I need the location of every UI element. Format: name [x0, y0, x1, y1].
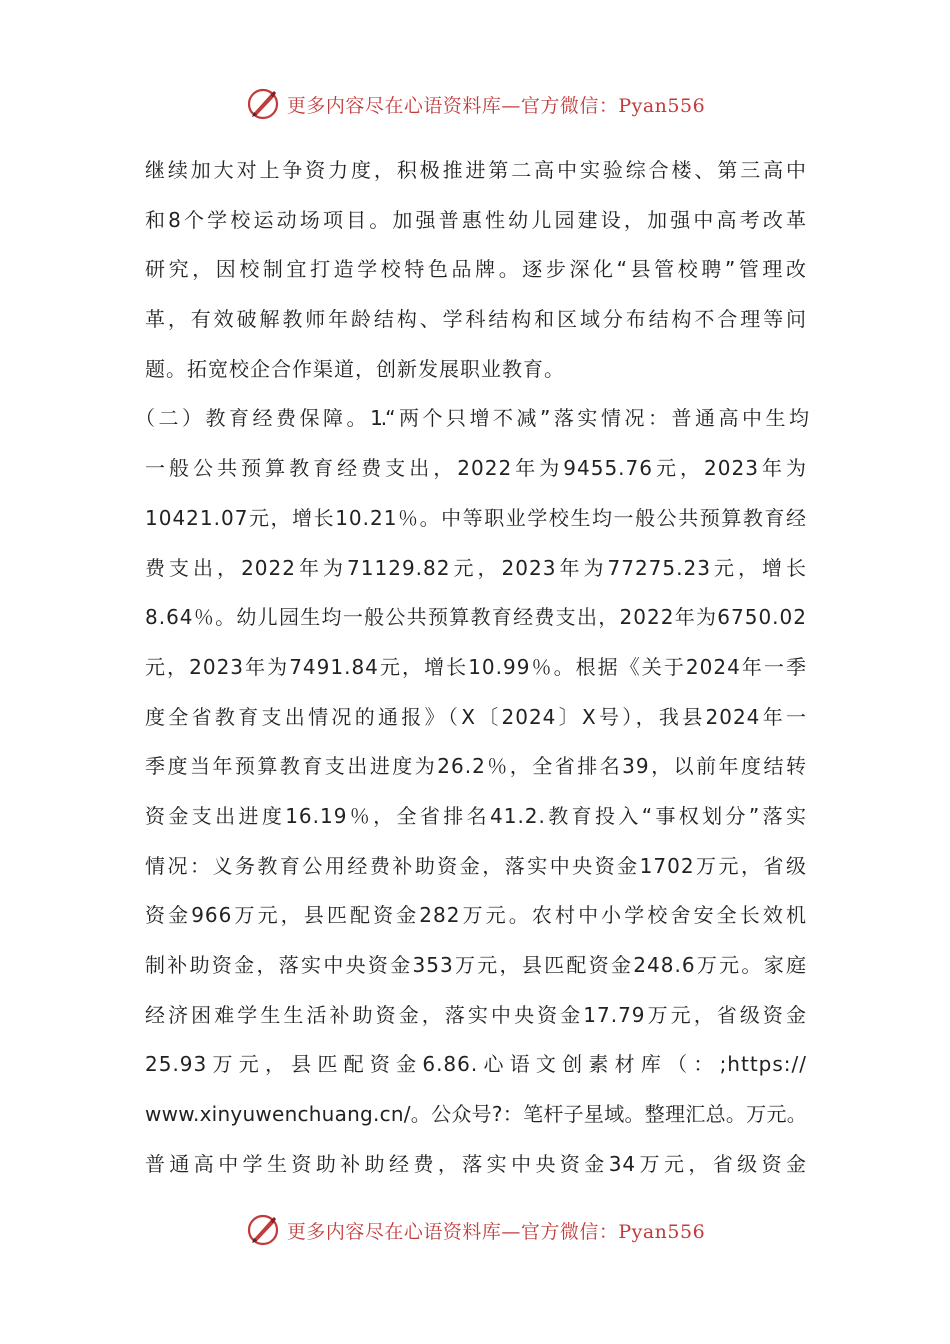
pen-logo-icon	[245, 1212, 281, 1248]
text-line: 费支出，2022年为71129.82元，2023年为77275.23元，增长	[145, 555, 807, 580]
text-line: 普通高中学生资助补助经费，落实中央资金34万元，省级资金	[145, 1151, 807, 1176]
text-line: 经济困难学生生活补助资金，落实中央资金17.79万元，省级资金	[145, 1002, 807, 1027]
text-line: 革，有效破解教师年龄结构、学科结构和区域分布结构不合理等问	[145, 307, 807, 332]
text-line: 资金966万元，县匹配资金282万元。农村中小学校舍安全长效机	[145, 903, 807, 928]
document-body	[135, 146, 807, 1189]
text-line: 度全省教育支出情况的通报》（X〔2024〕X号），我县2024年一	[145, 704, 807, 729]
header-banner-text: 更多内容尽在心语资料库—官方微信：Pyan556	[286, 94, 706, 117]
text-line: 研究，因校制宜打造学校特色品牌。逐步深化“县管校聘”管理改	[145, 257, 807, 282]
text-line: 一般公共预算教育经费支出，2022年为9455.76元，2023年为	[145, 456, 807, 481]
text-line: 继续加大对上争资力度，积极推进第二高中实验综合楼、第三高中	[145, 158, 807, 182]
text-line: www.xinyuwenchuang.cn/。公众号?：笔杆子星域。整理汇总。万元。	[145, 1102, 807, 1127]
header-banner	[0, 82, 950, 126]
text-line: （二）教育经费保障。1.“两个只增不减”落实情况：普通高中生均	[135, 406, 807, 431]
text-line: 元，2023年为7491.84元，增长10.99％。根据《关于2024年一季	[145, 654, 807, 679]
text-line: 10421.07元，增长10.21％。中等职业学校生均一般公共预算教育经	[145, 505, 807, 530]
footer-banner-text: 更多内容尽在心语资料库—官方微信：Pyan556	[286, 1220, 706, 1243]
text-line: 制补助资金，落实中央资金353万元，县匹配资金248.6万元。家庭	[145, 953, 807, 977]
text-line: 25.93万元，县匹配资金6.86.心语文创素材库（：;https://	[145, 1052, 807, 1077]
text-line: 和8个学校运动场项目。加强普惠性幼儿园建设，加强中高考改革	[145, 207, 807, 232]
text-line: 资金支出进度16.19％，全省排名41.2.教育投入“事权划分”落实	[145, 803, 807, 828]
text-line: 题。拓宽校企合作渠道，创新发展职业教育。	[145, 356, 565, 381]
footer-banner	[0, 1208, 950, 1252]
text-line: 季度当年预算教育支出进度为26.2％，全省排名39，以前年度结转	[145, 754, 807, 779]
text-line: 8.64％。幼儿园生均一般公共预算教育经费支出，2022年为6750.02	[145, 605, 807, 630]
pen-logo-icon	[245, 86, 281, 122]
text-line: 情况：义务教育公用经费补助资金，落实中央资金1702万元，省级	[145, 853, 807, 878]
